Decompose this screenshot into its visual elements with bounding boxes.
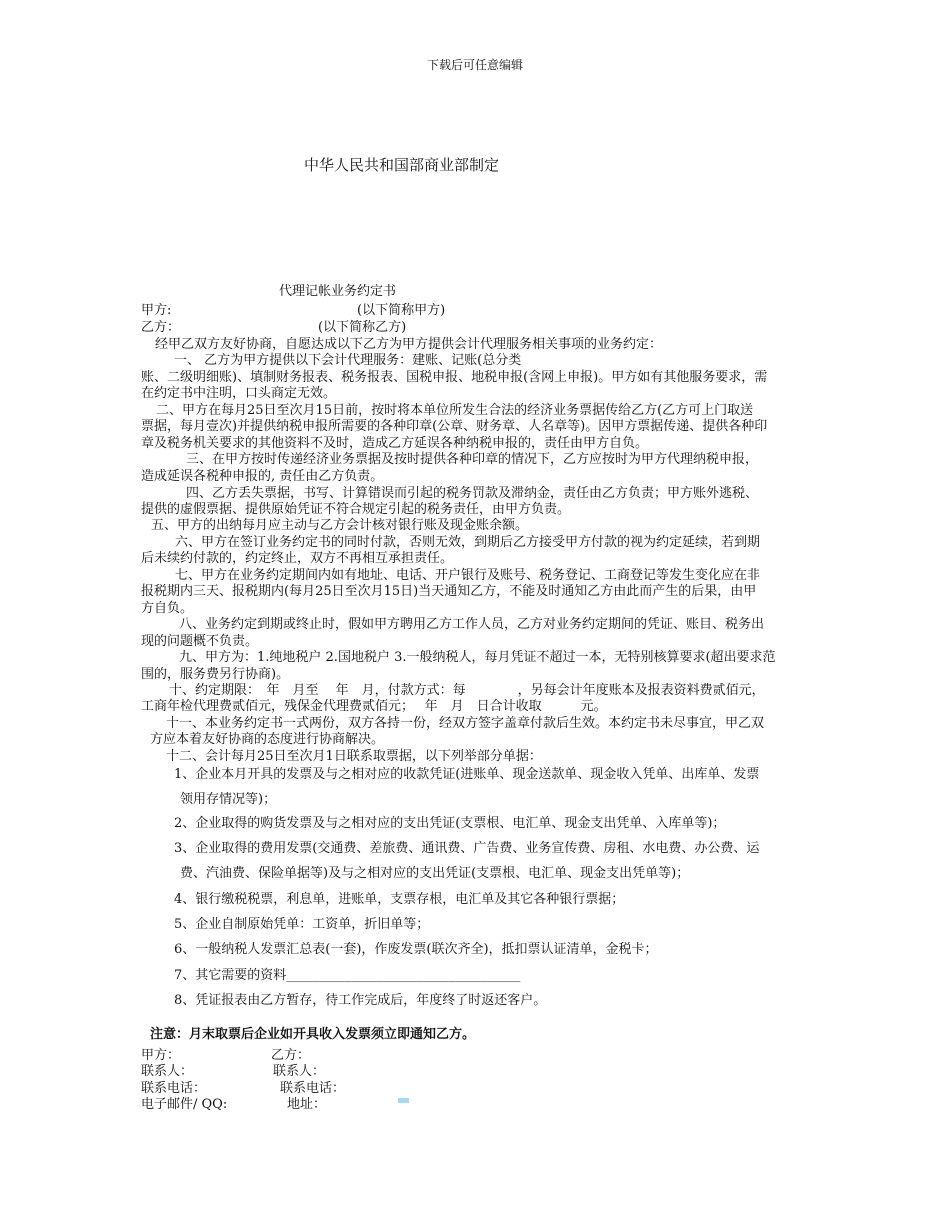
clause-line: 三、在甲方按时传递经济业务票据及按时提供各种印章的情况下，乙方应按时为甲方代理纳税申报， [186, 452, 759, 467]
list-item: 6、一般纳税人发票汇总表(一套)，作废发票(联次齐全)，抵扣票认证清单，金税卡； [174, 942, 658, 957]
ministry-heading: 中华人民共和国部商业部制定 [304, 156, 500, 174]
sign-party-a: 甲方： [141, 1048, 181, 1063]
list-item: 7、其它需要的资料____________________________________ [174, 968, 521, 983]
clause-line: 五、甲方的出纳每月应主动与乙方会计核对银行账及现金账余额。 [151, 518, 529, 533]
clause-line: 账、二级明细账)、填制财务报表、税务报表、国税申报、地税申报(含网上申报)。甲方如有其他服务要求，需 [141, 370, 768, 385]
clause-line: 方自负。 [141, 601, 194, 616]
party-b-note: (以下简称乙方) [318, 320, 407, 335]
clause-line: 现的问题概不负责。 [141, 634, 259, 649]
clause-line: 在约定书中注明，口头商定无效。 [141, 386, 337, 401]
clause-line: 八、业务约定到期或终止时，假如甲方聘用乙方工作人员，乙方对业务约定期间的凭证、账目、税务出 [179, 617, 765, 632]
clause-line: 一、 乙方为甲方提供以下会计代理服务：建账、记账(总分类 [174, 353, 522, 368]
clause-line: 报税期内三天、报税期内(每月25日至次月15日)当天通知乙方，不能及时通知乙方由此而产生的后果，由甲 [141, 584, 757, 599]
party-a-note: (以下简称甲方) [357, 303, 446, 318]
contact-b: 联系人： [273, 1064, 326, 1079]
phone-b: 联系电话： [280, 1081, 346, 1096]
clause-line: 后未续约付款的，约定终止，双方不再相互承担责任。 [141, 551, 454, 566]
notice-bold: 注意：月末取票后企业如开具收入发票须立即通知乙方。 [150, 1027, 476, 1042]
email-qq-a: 电子邮件/ QQ: [141, 1097, 228, 1112]
party-b-label: 乙方： [141, 320, 181, 335]
clause-line: 六、甲方在签订业务约定书的同时付款，否则无效，到期后乙方接受甲方付款的视为约定延续，若到期 [175, 535, 761, 550]
list-item: 5、企业自制原始凭单：工资单，折旧单等； [174, 917, 430, 932]
clause-line: 十二、会计每月25日至次月1日联系取票据，以下列举部分单据： [166, 749, 542, 764]
clause-line: 十、约定期限： 年 月至 年 月，付款方式：每 ，另每会计年度账本及报表资料费贰佰元， [169, 683, 765, 698]
clause-line: 围的，服务费另行协商)。 [141, 667, 290, 682]
party-a-label: 甲方: [141, 303, 172, 318]
clause-line: 方应本着友好协商的态度进行协商解决。 [150, 732, 385, 747]
contact-a: 联系人： [141, 1064, 194, 1079]
list-item: 8、凭证报表由乙方暂存，待工作完成后，年度终了时返还客户。 [174, 993, 547, 1008]
phone-a: 联系电话： [141, 1081, 207, 1096]
intro-line: 经甲乙双方友好协商，自愿达成以下乙方为甲方提供会计代理服务相关事项的业务约定： [155, 337, 663, 352]
list-item: 1、企业本月开具的发票及与之相对应的收款凭证(进账单、现金送款单、现金收入凭单、出库单、发票 [174, 767, 760, 782]
clause-line: 七、甲方在业务约定期间内如有地址、电话、开户银行及账号、税务登记、工商登记等发生变化应在非 [175, 568, 761, 583]
list-item: 领用存情况等)； [180, 792, 277, 807]
document-title: 代理记帐业务约定书 [279, 284, 397, 299]
clause-line: 工商年检代理费贰佰元，残保金代理费贰佰元； 年 月 日合计收取 元。 [141, 699, 607, 714]
clause-line: 提供的虚假票据、提供原始凭证不符合规定引起的税务责任，由甲方负责。 [141, 502, 571, 517]
list-item: 费、汽油费、保险单据等)及与之相对应的支出凭证(支票根、电汇单、现金支出凭单等)； [180, 866, 690, 881]
clause-line: 十一、本业务约定书一式两份，双方各持一份，经双方签字盖章付款后生效。本约定书未尽事宜，甲乙双 [166, 716, 765, 731]
clause-line: 四、乙方丢失票据，书写、计算错误而引起的税务罚款及滞纳金，责任由乙方负责；甲方账外逃税、 [186, 486, 759, 501]
list-item: 2、企业取得的购货发票及与之相对应的支出凭证(支票根、电汇单、现金支出凭单、入库单等)； [174, 816, 726, 831]
header-note: 下载后可任意编辑 [426, 58, 523, 72]
address-b: 地址： [287, 1097, 327, 1112]
clause-line: 票据，每月壹次)并提供纳税申报所需要的各种印章(公章、财务章、人名章等)。因甲方票据传递、提供各种印 [141, 419, 768, 434]
clause-line: 章及税务机关要求的其他资料不及时，造成乙方延误各种纳税申报的，责任由甲方自负。 [141, 436, 649, 451]
clause-line: 九、甲方为：1.纯地税户 2.国地税户 3.一般纳税人，每月凭证不超过一本，无特别核算要求(超出要求范 [179, 650, 776, 665]
clause-line: 二、甲方在每月25日至次月15日前，按时将本单位所发生合法的经济业务票据传给乙方(乙方可上门取送 [156, 403, 754, 418]
sign-party-b: 乙方： [271, 1048, 311, 1063]
highlight-mark [398, 1098, 409, 1103]
list-item: 4、银行缴税税票，利息单，进账单，支票存根，电汇单及其它各种银行票据； [174, 892, 625, 907]
clause-line: 造成延误各税种申报的, 责任由乙方负责。 [141, 469, 384, 484]
list-item: 3、企业取得的费用发票(交通费、差旅费、通讯费、广告费、业务宣传费、房租、水电费、办公费、运 [174, 841, 760, 856]
